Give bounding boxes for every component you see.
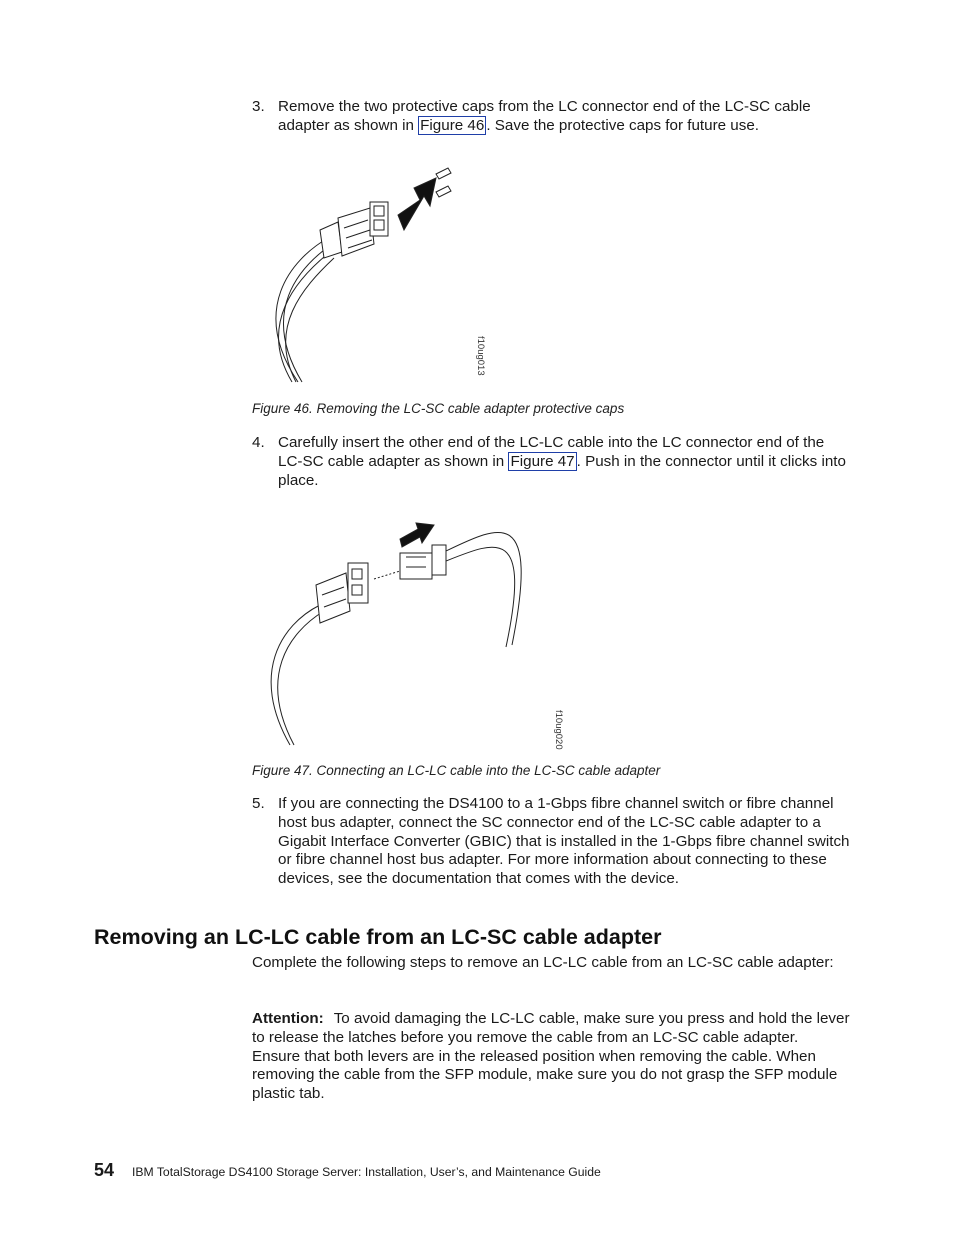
page-number: 54 <box>94 1160 115 1180</box>
footer-title: IBM TotalStorage DS4100 Storage Server: Installation, User’s, and Maintenance Guide <box>132 1165 601 1179</box>
figure-46-link[interactable]: Figure 46 <box>420 116 485 134</box>
attention-label: Attention: <box>252 1010 324 1027</box>
figure-47-id: f10ug020 <box>553 710 564 750</box>
step-4 <box>252 434 852 490</box>
step-number: 3. <box>252 98 265 115</box>
figure-47-caption: Figure 47. Connecting an LC-LC cable into the LC-SC cable adapter <box>252 763 661 778</box>
figure-46-illustration <box>250 160 490 390</box>
figure-46-id: f10ug013 <box>475 336 486 376</box>
figure-46-caption: Figure 46. Removing the LC-SC cable adapter protective caps <box>252 401 625 416</box>
step-text: Remove the two protective caps from the LC connector end of the LC-SC cable adapter as shown in Figure 46 . Save the protective caps for future use. <box>278 98 811 134</box>
step-5 <box>252 795 852 889</box>
step-number: 5. <box>252 795 265 812</box>
step-number: 4. <box>252 434 265 451</box>
figure-47-link[interactable]: Figure 47 <box>510 452 575 470</box>
figure-47-illustration <box>250 515 540 750</box>
step-text: Carefully insert the other end of the LC-LC cable into the LC connector end of the LC-SC cable adapter as shown in Figure 47 . Push in the connector until it clicks into place. <box>278 434 846 489</box>
section-heading: Removing an LC-LC cable from an LC-SC cable adapter <box>94 925 662 949</box>
step-3 <box>252 98 852 136</box>
section-intro: Complete the following steps to remove an LC-LC cable from an LC-SC cable adapter: <box>252 954 834 971</box>
attention-note <box>252 1010 850 1104</box>
step-text: If you are connecting the DS4100 to a 1-Gbps fibre channel switch or fibre channel host bus adapter, connect the SC connector end of the LC-SC cable adapter to a Gigabit Interface Converter (GBIC) that is installed in the 1-Gbps fibre channel switch or fibre channel host bus adapter. For more information about connecting to these devices, see the documentation that comes with the device. <box>278 795 850 888</box>
attention-text: To avoid damaging the LC-LC cable, make sure you press and hold the lever to release the latches before you remove the cable from an LC-SC cable adapter. Ensure that both levers are in the released position when removing the cable. When removing the cable from the SFP module, make sure you do not grasp the SFP module plastic tab. <box>252 1010 850 1103</box>
